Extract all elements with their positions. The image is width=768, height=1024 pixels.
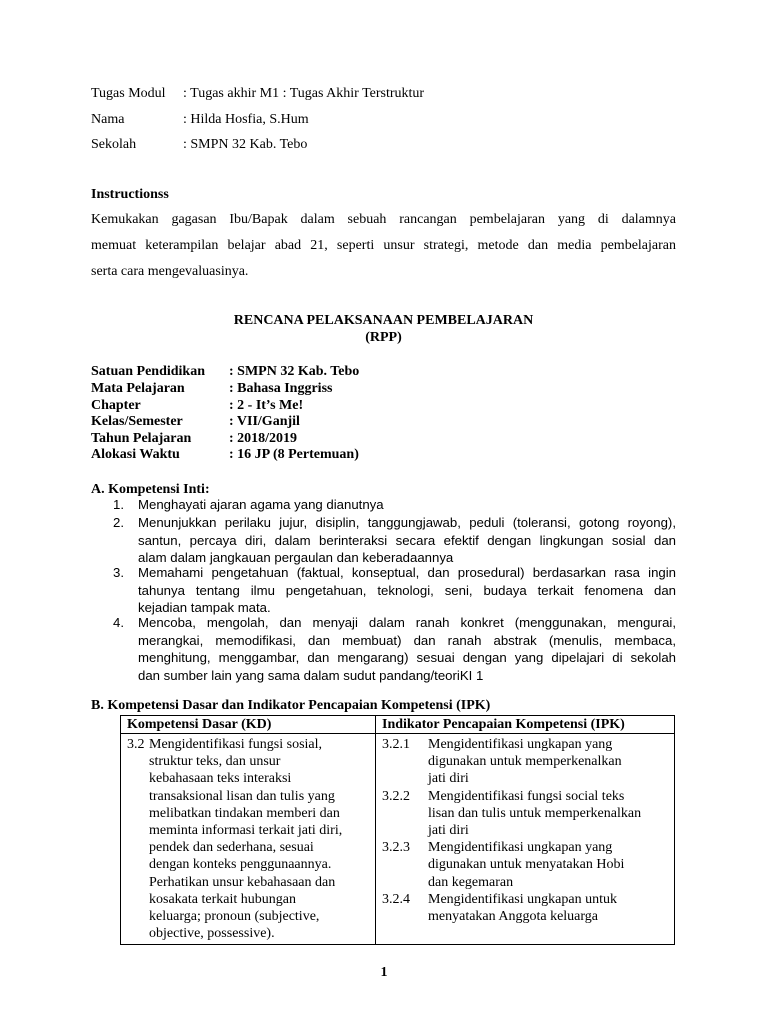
instructions-line-1: Kemukakan gagasan Ibu/Bapak dalam sebuah rancangan pembelajaran yang di dalamnya: [91, 212, 676, 227]
rpp-title: RENCANA PELAKSANAAN PEMBELAJARAN: [233, 313, 534, 328]
list-item-number: 4.: [113, 615, 124, 630]
instructions-line-2: memuat keterampilan belajar abad 21, seperti unsur strategi, metode dan media pembelajaran: [91, 238, 676, 253]
list-item-number: 2.: [113, 515, 124, 530]
kd-number: 3.2: [127, 737, 145, 752]
rpp-subtitle: (RPP): [365, 330, 402, 345]
document-page: Tugas Modul : Tugas akhir M1 : Tugas Akhir Terstruktur Nama : Hilda Hosfia, S.Hum Sekolah : SMPN 32 Kab. Tebo Instructionss Kemukakan gagasan Ibu/Bapak dalam sebuah rancangan pembelajaran yang di dalamnya memuat keterampilan belajar abad 21, seperti unsur strategi, metode dan media pembelajaran serta cara mengevaluasinya. RENCANA PELAKSANAAN PEMBELAJARAN (RPP) Satuan Pendidikan : SMPN 32 Kab. Tebo Mata Pelajaran : Bahasa Inggriss Chapter : 2 - It’s Me! Kelas/Semester : VII/Ganjil Tahun Pelajaran : 2018/2019 Alokasi Waktu : 16 JP (8 Pertemuan) A. Kompetensi Inti: 1. Menghayati ajaran agama yang dianutnya 2. Menunjukkan perilaku jujur, disiplin, tanggungjawab, peduli (toleransi, gotong royong), santun, percaya diri, dalam berinteraksi secara efektif dengan lingkungan sosial dan alam dalam jangkauan pergaulan dan keberadaannya 3. Memahami pengetahuan (faktual, konseptual, dan prosedural) berdasarkan rasa ingin tahunya tentang ilmu pengetahuan, teknologi, seni, budaya terkait fenomena dan kejadian tampak mata. 4. Mencoba, mengolah, dan menyaji dalam ranah konkret (menggunakan, mengurai, merangkai, memodifikasi, dan membuat) dan ranah abstrak (menulis, membaca, menghitung, menggambar, dan mengarang) sesuai dengan yang dipelajari di sekolah dan sumber lain yang sama dalam sudut pandang/teoriKI 1 B. Kompetensi Dasar dan Indikator Pencapaian Kompetensi (IPK) Kompetensi Dasar (KD) Indikator Pencapaian Kompetensi (IPK) 3.2 Mengidentifikasi fungsi sosial, struktur teks, dan unsur kebahasaan teks interaksi transaksional lisan dan tulis yang melibatkan tindakan memberi dan meminta informasi terkait jati diri, pendek dan sederhana, sesuai dengan konteks penggunaannya. Perhatikan unsur kebahasaan dan kosakata terkait hubungan keluarga; pronoun (subjective, objective, possessive). 3.2.1 Mengidentifikasi ungkapan yang digunakan untuk memperkenalkan jati diri 3.2.2 Mengidentifikasi fungsi social teks lisan dan tulis untuk memperkenalkan jati diri 3.2.3 Mengidentifikasi ungkapan yang digunakan untuk menyatakan Hobi dan kegemaran 3.2.4 Mengidentifikasi ungkapan untuk menyatakan Anggota keluarga 1: [0, 0, 768, 1024]
kd-description: struktur teks, dan unsur kebahasaan teks interaksi transaksional lisan dan tulis yang melibatkan tindakan memberi dan meminta informasi terkait jati diri, pendek dan sederhana, sesuai dengan konteks penggunaannya. Perhatikan unsur kebahasaan dan kosakata terkait hubungan keluarga; pronoun (subjective, objective, possessive).: [149, 754, 343, 942]
section-b-heading: B. Kompetensi Dasar dan Indikator Pencapaian Kompetensi (IPK): [91, 698, 491, 713]
kd-ipk-table: [120, 715, 675, 945]
page-number: 1: [380, 965, 388, 980]
instructions-heading: Instructionss: [91, 187, 169, 202]
list-item: Menunjukkan perilaku jujur, disiplin, tanggungjawab, peduli (toleransi, gotong royong), santun, percaya diri, dalam berinteraksi secara efektif dengan lingkungan sosial dan alam dalam jangkauan pergaulan dan keberadaannya: [138, 515, 676, 565]
list-item: Memahami pengetahuan (faktual, konseptual, dan prosedural) berdasarkan rasa ingin tahunya tentang ilmu pengetahuan, teknologi, seni, budaya terkait fenomena dan kejadian tampak mata.: [138, 565, 676, 615]
ipk-item: 3.2.3 Mengidentifikasi ungkapan yang digunakan untuk menyatakan Hobi dan kegemaran: [382, 840, 625, 890]
ipk-cell: [376, 734, 675, 945]
list-item-number: 3.: [113, 565, 124, 580]
kd-cell: 3.2 Mengidentifikasi fungsi sosial, struktur teks, dan unsur kebahasaan teks interaksi transaksional lisan dan tulis yang melibatkan tindakan memberi dan meminta informasi terkait jati diri, pendek dan sederhana, sesuai dengan konteks penggunaannya. Perhatikan unsur kebahasaan dan kosakata terkait hubungan keluarga; pronoun (subjective, objective, possessive).: [121, 734, 376, 945]
table-header-kd: Kompetensi Dasar (KD): [121, 716, 376, 734]
list-item: Mencoba, mengolah, dan menyaji dalam ranah konkret (menggunakan, mengurai, merangkai, memodifikasi, dan membuat) dan ranah abstrak (menulis, membaca, menghitung, menggambar, dan mengarang) sesuai dengan yang dipelajari di sekolah dan sumber lain yang sama dalam sudut pandang/teoriKI 1: [138, 615, 676, 683]
section-a-heading: A. Kompetensi Inti:: [91, 482, 210, 497]
ipk-item: 3.2.1 Mengidentifikasi ungkapan yang digunakan untuk memperkenalkan jati diri: [382, 737, 622, 787]
list-item: Menghayati ajaran agama yang dianutnya: [138, 497, 384, 512]
instructions-line-3: serta cara mengevaluasinya.: [91, 264, 249, 279]
table-header-ipk: Indikator Pencapaian Kompetensi (IPK): [376, 716, 675, 734]
ipk-item: 3.2.4 Mengidentifikasi ungkapan untuk menyatakan Anggota keluarga: [382, 891, 617, 925]
list-item-number: 1.: [113, 497, 124, 512]
ipk-item: 3.2.2 Mengidentifikasi fungsi social teks lisan dan tulis untuk memperkenalkan jati diri: [382, 788, 642, 839]
